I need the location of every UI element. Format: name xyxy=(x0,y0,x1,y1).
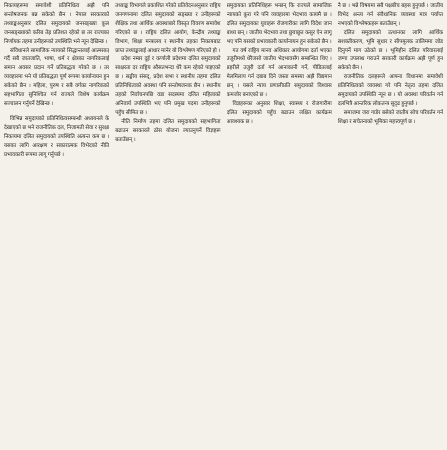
paragraph: समुदायका प्रतिनिधिहरू भन्छन् कि राज्यले सामाजिक न्यायको कुरा गरे पनि व्यवहारमा भेदभाव कायमै छ । दलित समुदायका युवाहरू रोजगारीका लागि विदेश जान बाध्य छन् । जातीय भेदभाव तथा छुवाछूत कसुर ऐन लागू भए पनि यसको प्रभावकारी कार्यान्वयन हुन सकेको छैन । xyxy=(226,3,332,45)
paragraph: तथ्याङ्क विभागले प्रकाशित गरेको प्रतिवेदनअनुसार राष्ट्रिय जनगणनामा दलित समुदायको सङ्ख्या र उनीहरूको शैक्षिक तथा आर्थिक अवस्थाबारे विस्तृत विवरण समावेश गरिएको छ । राष्ट्रिय दलित आयोग, केन्द्रीय तथ्याङ्क विभाग, शिक्षा मन्त्रालय र स्थानीय तहका निकायबाट प्राप्त तथ्याङ्कलाई आधार मानेर यो विश्लेषण गरिएको हो । xyxy=(115,3,221,54)
paragraph: समाजमा जरा गाडेर बसेको जातीय सोच परिवर्तन गर्न शिक्षा र सचेतनाको भूमिका महत्त्वपूर्ण छ । xyxy=(337,109,443,125)
paragraph: प्रदेश नम्बर दुई र कर्णाली प्रदेशमा दलित समुदायको साक्षरता दर राष्ट्रिय औसतभन्दा धेरै कम रहेको पाइएको छ । सङ्घीय संसद्, प्रदेश सभा र स्थानीय तहमा दलित प्रतिनिधित्वको अवस्था पनि सन्तोषजनक छैन । स्थानीय तहको निर्वाचनपछि वडा सदस्यमा दलित महिलाको अनिवार्य उपस्थिति भए पनि प्रमुख पदमा उनीहरूको पहुँच सीमित छ । xyxy=(115,56,221,116)
paragraph: संविधानले सामाजिक न्यायको सिद्धान्तलाई आत्मसात् गर्दै सबै जातजाति, भाषा, धर्म र क्षेत्रका नागरिकलाई समान अवसर प्रदान गर्ने प्रतिबद्धता गरेको छ । तर व्यवहारमा भने यो प्रतिबद्धता पूर्ण रूपमा कार्यान्वयन हुन सकेको छैन । महिला, पुरुष र सबै वर्गका नागरिकको सहभागिता सुनिश्चित गर्न राज्यले विशेष कार्यक्रम सञ्चालन गर्नुपर्ने देखिन्छ । xyxy=(4,47,110,107)
text-column-2 xyxy=(115,2,220,450)
paragraph: विज्ञहरूका अनुसार शिक्षा, स्वास्थ्य र रोजगारीमा दलित समुदायको पहुँच बढाउन लक्षित कार्यक्रम आवश्यक छ । xyxy=(226,100,332,125)
paragraph: नीति निर्माण तहमा दलित समुदायको सहभागिता बढाउन सरकारले ठोस योजना ल्याउनुपर्ने विज्ञहरू बताउँछन् । xyxy=(115,118,221,143)
paragraph: निकायहरूमा समावेशी प्रतिनिधित्व अझै पनि सन्तोषजनक बन्न सकेको छैन । नेपाल सरकारको तथ्याङ्कअनुसार दलित समुदायको जनसङ्ख्या कुल जनसङ्ख्याको करिब तेह्र प्रतिशत रहेको छ तर राज्यका निर्णायक तहमा उनीहरूको उपस्थिति भने न्यून देखिन्छ । xyxy=(4,3,110,45)
paragraph: विभिन्न समुदायको प्रतिनिधित्वसम्बन्धी अध्ययनले के देखाएको छ भने राजनीतिक दल, निजामती सेवा र सुरक्षा निकायमा दलित समुदायको उपस्थिति अत्यन्त कम छ । यसका लागि आरक्षण र सकारात्मक विभेदको नीति प्रभावकारी रूपमा लागू गर्नुपर्छ । xyxy=(4,115,110,158)
paragraph: दलित समुदायको उत्थानका लागि आर्थिक सशक्तीकरण, भूमि सुधार र सीपमूलक तालिममा जोड दिनुपर्ने माग उठेको छ । भूमिहीन दलित परिवारलाई जग्गा उपलब्ध गराउने सरकारी कार्यक्रम अझै पूर्ण हुन सकेको छैन । xyxy=(337,29,443,72)
text-column-1 xyxy=(4,2,109,450)
paragraph: गत वर्ष राष्ट्रिय मानव अधिकार आयोगमा दर्ता भएका उजुरीमध्ये धेरैजसो जातीय भेदभावसँग सम्बन्धित थिए । प्रहरीले उजुरी दर्ता गर्न आनाकानी गर्ने, पीडितलाई मेलमिलाप गर्न दबाब दिने जस्ता समस्या अझै विद्यमान छन् । यसले न्याय प्रणालीप्रति समुदायको विश्वास कमजोर बनाएको छ । xyxy=(226,47,332,99)
text-column-4 xyxy=(338,2,443,450)
paragraph: राजनीतिक दलहरूले आफ्ना विधानमा समावेशी प्रतिनिधित्वको व्यवस्था गरे पनि नेतृत्व तहमा दलित समुदायको उपस्थिति न्यून छ । यो अवस्था परिवर्तन गर्न दलभित्रै आन्तरिक लोकतन्त्र सुदृढ हुनुपर्छ । xyxy=(337,74,443,107)
paragraph: नै छ । भन्ने विषयमा सबै पक्षबीच बहस हुनुपर्छ । जातीय विभेद अन्त्य गर्न संवैधानिक व्यवस्था मात्र पर्याप्त नभएको विश्लेषकहरू बताउँछन् । xyxy=(337,3,443,27)
text-column-3 xyxy=(227,2,332,450)
